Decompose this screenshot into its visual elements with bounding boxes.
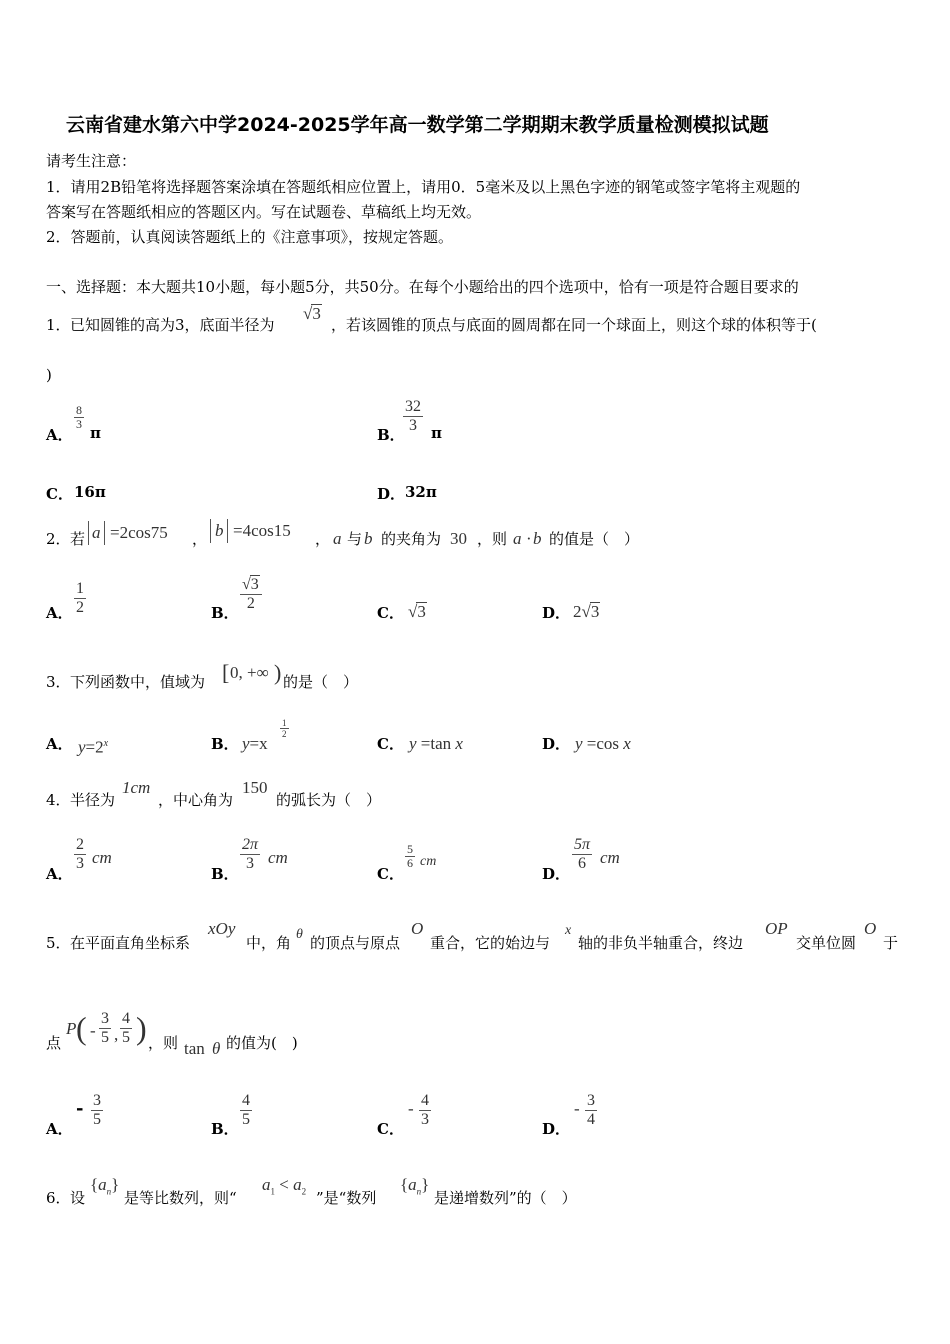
q2-text-d: 的值是（ ） [549, 530, 640, 548]
q5-point-p: P [66, 1019, 77, 1038]
q5-op: OP [765, 919, 788, 938]
q4-option-a-fraction [74, 836, 86, 873]
q1-radius: √3 [303, 304, 321, 323]
math-var: a [293, 1175, 302, 1194]
fraction-numerator: 4 [421, 1092, 429, 1109]
fraction-denominator: 3 [76, 417, 82, 431]
fraction-numerator: 2π [242, 836, 259, 853]
q5-text-b: 中，角 [246, 934, 292, 952]
fraction-numerator: 8 [76, 403, 82, 417]
math-sub: n [416, 1186, 422, 1197]
fraction-denominator: 5 [242, 1111, 250, 1128]
fraction-numerator: 1 [282, 718, 287, 728]
q3-text-a: 下列函数中，值域为 [70, 673, 206, 691]
q2-option-b-fraction [240, 575, 262, 613]
q3-option-d-label[interactable]: D． [542, 735, 571, 753]
fraction-denominator: 2 [76, 599, 84, 616]
fraction-numerator: 1 [76, 580, 84, 597]
q4-option-c-label[interactable]: C． [377, 865, 404, 883]
q1-option-d-text: 32π [405, 483, 437, 501]
q1-option-d-label[interactable]: D． [377, 485, 406, 503]
math-var: y [409, 734, 417, 753]
q4-option-d-label[interactable]: D． [542, 865, 571, 883]
q5-option-b-fraction [240, 1092, 252, 1129]
q5-option-c-label[interactable]: C． [377, 1120, 404, 1138]
q3-option-a-expr [78, 735, 108, 757]
q5-text-d: 重合，它的始边与 [430, 934, 551, 952]
q5-option-b-label[interactable]: B． [211, 1120, 239, 1138]
q5-coordinate-system: xOy [208, 919, 236, 938]
sqrt-value: 3 [590, 602, 600, 621]
q5-text-i: ，则 [148, 1034, 179, 1052]
q3-option-b-expr [242, 735, 268, 753]
sqrt-value: 3 [250, 576, 259, 593]
q6-sequence: $\{a_n\}$ [90, 1175, 120, 1197]
q2-option-c-label[interactable]: C． [377, 604, 404, 622]
fraction-denominator: 6 [407, 856, 413, 870]
q6-sequence-2: $\{a_n\}$ [400, 1175, 430, 1197]
q2-number: 2． [46, 530, 71, 548]
abs-bar [104, 521, 105, 545]
q3-range-open: [ [222, 660, 230, 685]
math-eq: =2 [85, 737, 104, 757]
q4-option-d-unit: cm [600, 848, 620, 867]
q6-text-c: ”是“数列 [316, 1189, 377, 1207]
math-sub: 2 [301, 1186, 307, 1197]
fraction-denominator: 2 [246, 595, 255, 612]
math-var: x [623, 734, 631, 753]
q3-option-c-expr [409, 735, 463, 753]
q2-option-a-label[interactable]: A． [46, 604, 73, 622]
q2-vector-a: a [333, 529, 342, 548]
q1-option-b-suffix: π [431, 424, 442, 442]
q5-text-h: 点 [46, 1034, 62, 1052]
q5-option-a-label[interactable]: A． [46, 1120, 73, 1138]
q1-option-b-label[interactable]: B． [377, 426, 405, 444]
q1-option-a-fraction [74, 404, 84, 431]
q2-dot: · [526, 529, 532, 548]
math-sub: 1 [270, 1186, 275, 1197]
fraction-denominator: 5 [93, 1111, 101, 1128]
q5-option-a-fraction [91, 1092, 103, 1129]
abs-bar [227, 519, 228, 543]
q5-paren-close: ) [136, 1010, 147, 1046]
q4-option-d-fraction [572, 836, 592, 873]
q3-text-b: 的是（ ） [283, 673, 359, 691]
q5-point-comma: , [114, 1025, 119, 1044]
math-var: y [575, 734, 583, 753]
q4-radius: 1cm [122, 778, 151, 797]
notice-heading: 请考生注意： [46, 152, 137, 170]
q1-option-b-fraction [403, 398, 423, 435]
q4-option-b-unit: cm [268, 848, 288, 867]
q5-text-c: 的顶点与原点 [310, 934, 401, 952]
q4-number: 4． [46, 791, 71, 809]
math-var: a [262, 1175, 271, 1194]
q2-yu: 与 [347, 530, 363, 548]
q3-option-b-exponent [280, 718, 289, 739]
q4-text-b: ，中心角为 [158, 791, 234, 809]
fraction-denominator: 5 [101, 1029, 109, 1046]
q2-comma-2: ， [315, 530, 331, 548]
abs-bar [88, 521, 89, 545]
q5-paren-open: ( [76, 1010, 87, 1046]
q4-text-a: 半径为 [70, 791, 116, 809]
math-eq: =cos [586, 734, 620, 753]
q5-option-c-fraction [419, 1092, 431, 1129]
math-op: < [279, 1175, 289, 1194]
q5-x-axis: x [565, 923, 572, 938]
q2-abs-a: a [92, 523, 101, 542]
q1-option-c-text: 16π [74, 483, 106, 501]
sqrt-value: 3 [417, 602, 426, 621]
fraction-denominator: 3 [421, 1111, 429, 1128]
q4-angle: 150 [242, 778, 268, 797]
math-var: x [455, 734, 463, 753]
q4-text-c: 的弧长为（ ） [276, 791, 382, 809]
q3-option-d-expr [575, 735, 631, 753]
q6-text-a: 设 [70, 1189, 86, 1207]
q5-tan: tan [184, 1039, 205, 1058]
q5-option-d-label[interactable]: D． [542, 1120, 571, 1138]
q1-radius-value: 3 [312, 304, 321, 323]
q4-option-c-fraction [405, 843, 415, 870]
math-sub: n [106, 1186, 112, 1197]
q4-option-c-unit: cm [420, 854, 437, 869]
fraction-denominator: 6 [578, 855, 586, 872]
q4-option-a-label[interactable]: A． [46, 865, 73, 883]
q2-option-b-label[interactable]: B． [211, 604, 239, 622]
q2-abs-b: b [215, 521, 224, 540]
q2-text-b: 的夹角为 [381, 530, 442, 548]
q2-option-d-value: 2√3 [573, 602, 600, 621]
q3-option-b-label[interactable]: B． [211, 735, 239, 753]
q5-number: 5． [46, 934, 71, 952]
q5-text-j: 的值为( ) [226, 1034, 298, 1052]
q5-option-d-sign: - [574, 1099, 580, 1118]
fraction-denominator: 3 [409, 417, 417, 434]
q1-option-c-label[interactable]: C． [46, 485, 73, 503]
math-var: y [242, 734, 250, 753]
q5-option-d-fraction [585, 1092, 597, 1129]
q5-py-fraction [120, 1010, 132, 1047]
q4-option-b-fraction [240, 836, 260, 873]
q1-number: 1． [46, 316, 71, 334]
q5-text-e: 轴的非负半轴重合，终边 [578, 934, 744, 952]
math-var: y [78, 737, 86, 757]
coefficient: 2 [573, 602, 582, 621]
q3-option-a-label[interactable]: A． [46, 735, 73, 753]
q5-option-c-sign: - [408, 1099, 414, 1118]
math-sup: x [103, 738, 109, 749]
q6-inequality [262, 1176, 306, 1200]
fraction-numerator: 4 [242, 1092, 250, 1109]
q2-option-a-fraction [74, 580, 86, 617]
q2-eq-b: =4cos15 [233, 521, 291, 540]
fraction-denominator: 3 [246, 855, 254, 872]
q6-text-b: 是等比数列，则“ [124, 1189, 237, 1207]
q2-angle: 30 [450, 529, 467, 548]
q2-dot-b: b [533, 529, 542, 548]
q5-option-a-sign: - [76, 1098, 84, 1119]
q5-minus: - [90, 1021, 96, 1040]
q2-option-d-label[interactable]: D． [542, 604, 571, 622]
q5-circle-o: O [864, 919, 877, 938]
q1-option-a-suffix: π [90, 424, 101, 442]
fraction-denominator: 4 [587, 1111, 595, 1128]
q6-text-d: 是递增数列”的（ ） [434, 1189, 577, 1207]
q3-number: 3． [46, 673, 71, 691]
q5-px-fraction [99, 1010, 111, 1047]
fraction-numerator: 3 [587, 1092, 595, 1109]
notice-line-1b: 答案写在答题纸相应的答题区内。写在试题卷、草稿纸上均无效。 [46, 203, 482, 221]
fraction-numerator: 5 [407, 842, 413, 856]
q5-origin: O [411, 919, 424, 938]
q3-range: 0, +∞ [230, 663, 269, 682]
q6-number: 6． [46, 1189, 71, 1207]
math-var: a [408, 1175, 417, 1194]
q5-theta: θ [296, 927, 303, 942]
q3-range-close: ) [274, 660, 282, 685]
fraction-numerator: 3 [101, 1010, 109, 1027]
notice-line-1: 1．请用2B铅笔将选择题答案涂填在答题纸相应位置上，请用0．5毫米及以上黑色字迹的钢笔或签字笔将主观题的 [46, 178, 801, 196]
q1-text-b: ，若该圆锥的顶点与底面的圆周都在同一个球面上，则这个球的体积等于( [331, 316, 817, 334]
fraction-numerator: 4 [122, 1010, 130, 1027]
q4-option-b-label[interactable]: B． [211, 865, 239, 883]
q5-theta-2: θ [212, 1039, 221, 1058]
q1-text-a: 已知圆锥的高为3，底面半径为 [70, 316, 275, 334]
q2-text-a: 若 [70, 530, 86, 548]
fraction-numerator: √3 [240, 575, 262, 595]
notice-line-2: 2．答题前，认真阅读答题纸上的《注意事项》，按规定答题。 [46, 228, 454, 246]
math-eq: =tan [420, 734, 452, 753]
q5-text-g: 于 [883, 934, 899, 952]
fraction-numerator: 2 [76, 836, 84, 853]
fraction-denominator: 3 [76, 855, 84, 872]
math-eq: =x [249, 734, 268, 753]
q2-eq-a: =2cos75 [110, 523, 168, 542]
q2-dot-a: a [513, 529, 522, 548]
q1-option-a-label[interactable]: A． [46, 426, 73, 444]
q2-comma: ， [192, 530, 208, 548]
q5-text-a: 在平面直角坐标系 [70, 934, 191, 952]
abs-bar [210, 519, 211, 543]
section-heading: 一、选择题：本大题共10小题，每小题5分，共50分。在每个小题给出的四个选项中，恰有一项是符合题目要求的 [46, 278, 799, 296]
fraction-denominator: 2 [282, 729, 287, 739]
q4-option-a-unit: cm [92, 848, 112, 867]
q1-close: ) [46, 366, 52, 384]
q5-text-f: 交单位圆 [796, 934, 857, 952]
math-var: a [98, 1175, 107, 1194]
page-title: 云南省建水第六中学2024-2025学年高一数学第二学期期末教学质量检测模拟试题 [66, 114, 769, 136]
q2-vector-b: b [364, 529, 373, 548]
q2-option-c-value: √3 [408, 602, 426, 621]
fraction-numerator: 5π [574, 836, 591, 853]
fraction-numerator: 3 [93, 1092, 101, 1109]
fraction-denominator: 5 [122, 1029, 130, 1046]
fraction-numerator: 32 [405, 398, 421, 415]
q2-text-c: ，则 [477, 530, 508, 548]
q3-option-c-label[interactable]: C． [377, 735, 404, 753]
